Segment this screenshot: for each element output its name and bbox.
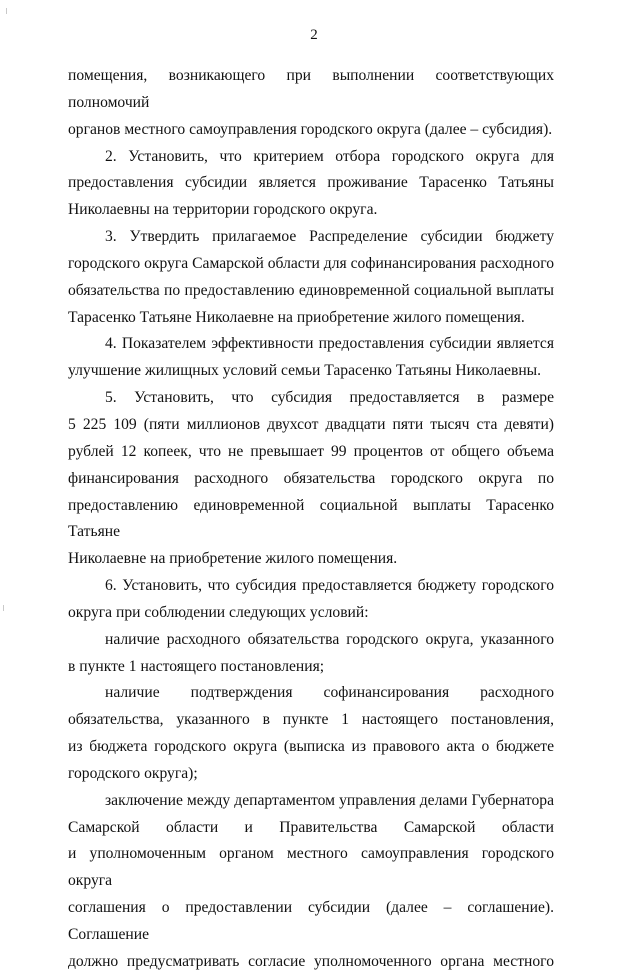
body-line: заключение между департаментом управления делами Губернатора: [105, 791, 554, 809]
body-line: обязательства по предоставлению единовременной социальной выплаты: [68, 281, 554, 299]
body-line: городского округа);: [68, 764, 198, 782]
body-line: наличие расходного обязательства городского округа, указанного: [105, 630, 554, 648]
body-line: городского округа Самарской области для софинансирования расходного: [68, 254, 554, 272]
body-line: предоставления субсидии является проживание Тарасенко Татьяны: [68, 174, 554, 192]
body-line: органов местного самоуправления городского округа (далее – субсидия).: [68, 120, 553, 138]
body-line: предоставлению единовременной социальной выплаты Тарасенко Татьяне: [68, 496, 554, 541]
body-line: 3. Утвердить прилагаемое Распределение субсидии бюджету: [105, 228, 554, 246]
scan-edge-mark: [3, 605, 4, 611]
document-body: [68, 63, 554, 976]
body-line: Николаевне на приобретение жилого помещения.: [68, 550, 398, 568]
body-line: 6. Установить, что субсидия предоставляется бюджету городского: [105, 577, 554, 595]
body-line: должно предусматривать согласие уполномоченного органа местного: [68, 952, 554, 970]
body-line: наличие подтверждения софинансирования расходного: [105, 684, 554, 702]
body-line: финансирования расходного обязательства городского округа по: [68, 469, 554, 487]
body-line: округа при соблюдении следующих условий:: [68, 603, 369, 621]
body-line: обязательства, указанного в пункте 1 настоящего постановления,: [68, 711, 554, 729]
body-line: улучшение жилищных условий семьи Тарасенко Татьяны Николаевны.: [68, 362, 542, 380]
body-line: 4. Показателем эффективности предоставления субсидии является: [105, 335, 554, 353]
body-line: Тарасенко Татьяне Николаевне на приобретение жилого помещения.: [68, 308, 525, 326]
page-number: 2: [310, 27, 318, 43]
body-line: рублей 12 копеек, что не превышает 99 процентов от общего объема: [68, 442, 554, 460]
body-line: соглашения о предоставлении субсидии (далее – соглашение). Соглашение: [68, 899, 554, 943]
body-line: Николаевны на территории городского округа.: [68, 201, 378, 219]
body-line: Самарской области и Правительства Самарской области: [68, 818, 554, 836]
scan-edge-mark: [6, 8, 7, 14]
body-line: 5 225 109 (пяти миллионов двухсот двадцати пяти тысяч ста девяти): [68, 415, 554, 433]
body-line: помещения, возникающего при выполнении соответствующих полномочий: [68, 67, 554, 111]
body-line: и уполномоченным органом местного самоуправления городского округа: [68, 845, 554, 890]
body-line: в пункте 1 настоящего постановления;: [68, 657, 325, 675]
body-line: из бюджета городского округа (выписка из правового акта о бюджете: [68, 738, 554, 756]
body-line: 5. Установить, что субсидия предоставляется в размере: [105, 389, 554, 407]
body-line: 2. Установить, что критерием отбора городского округа для: [105, 147, 554, 165]
